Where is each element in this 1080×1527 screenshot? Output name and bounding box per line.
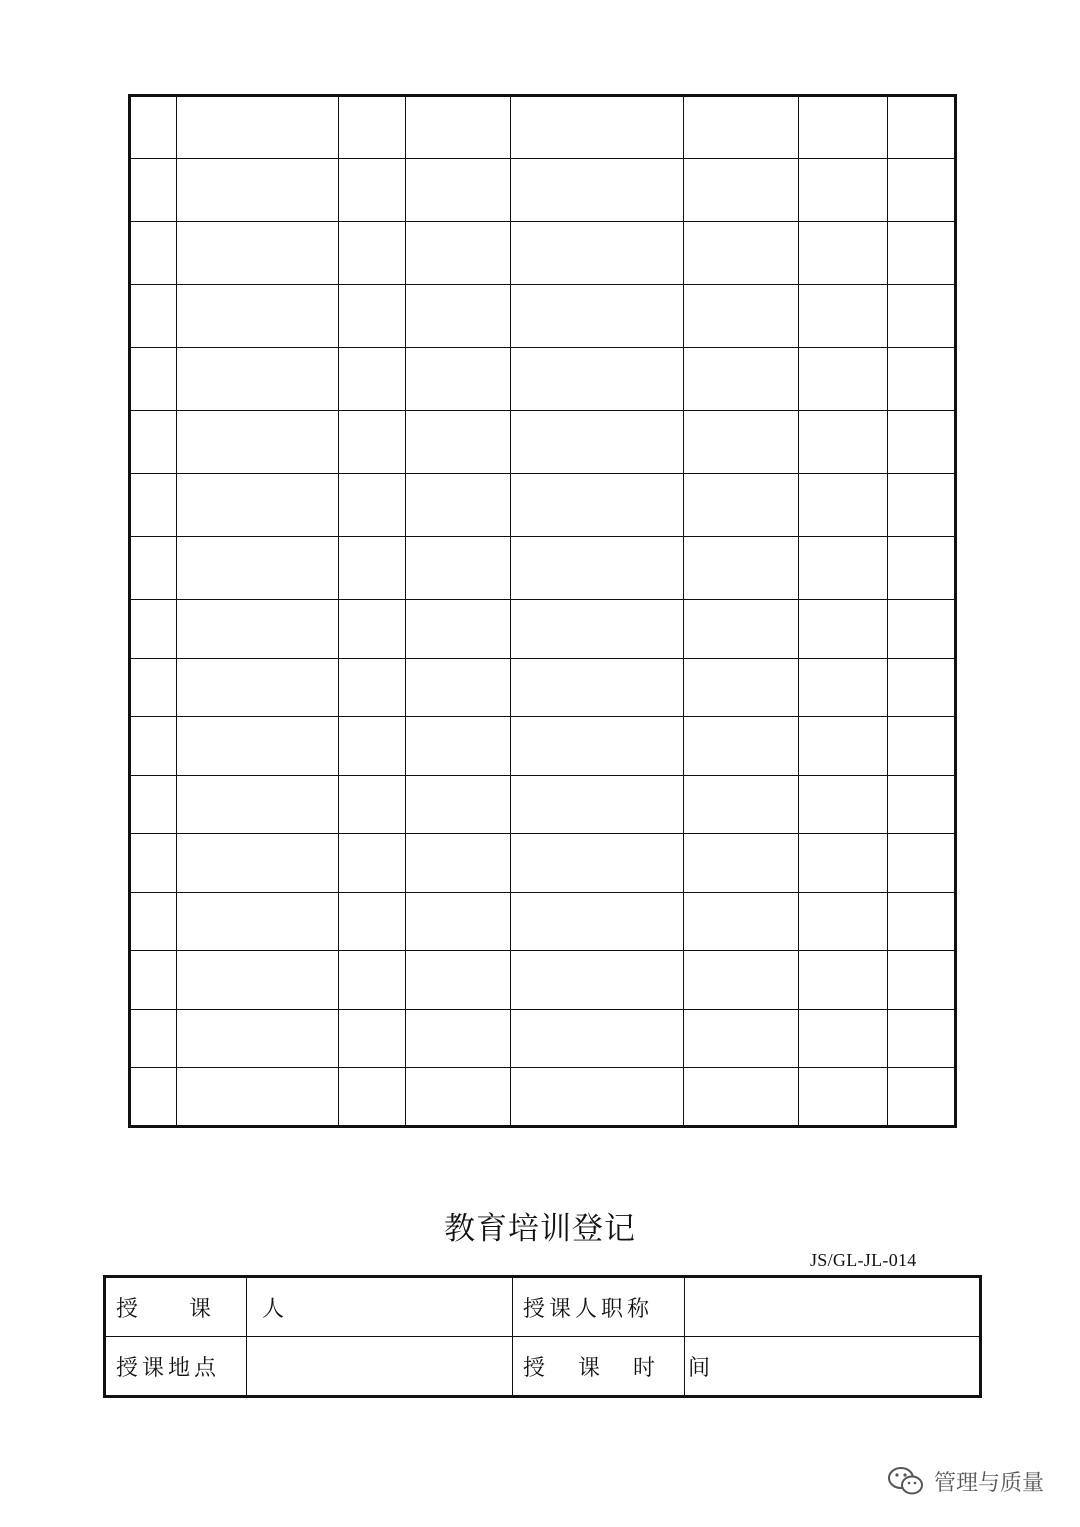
- grid-cell[interactable]: [684, 1009, 799, 1068]
- grid-cell[interactable]: [799, 537, 888, 600]
- grid-cell[interactable]: [511, 1009, 684, 1068]
- grid-cell[interactable]: [799, 951, 888, 1010]
- grid-cell[interactable]: [511, 892, 684, 951]
- grid-cell[interactable]: [406, 1068, 511, 1127]
- grid-cell[interactable]: [130, 537, 177, 600]
- grid-cell[interactable]: [684, 951, 799, 1010]
- grid-row: [130, 775, 956, 834]
- grid-row: [130, 951, 956, 1010]
- grid-row: [130, 411, 956, 474]
- grid-cell[interactable]: [130, 474, 177, 537]
- grid-cell[interactable]: [511, 159, 684, 222]
- instructor-label: 授 课 人: [105, 1277, 247, 1337]
- grid-cell[interactable]: [177, 159, 339, 222]
- grid-cell[interactable]: [684, 285, 799, 348]
- grid-row: [130, 96, 956, 159]
- grid-cell[interactable]: [684, 537, 799, 600]
- grid-cell[interactable]: [888, 285, 956, 348]
- document-code: JS/GL-JL-014: [810, 1250, 917, 1270]
- grid-cell[interactable]: [888, 775, 956, 834]
- grid-cell[interactable]: [130, 348, 177, 411]
- watermark: [886, 1465, 1044, 1497]
- grid-cell[interactable]: [177, 1009, 339, 1068]
- grid-cell[interactable]: [130, 1068, 177, 1127]
- grid-cell[interactable]: [511, 951, 684, 1010]
- form-row-instructor: [105, 1277, 981, 1337]
- grid-cell[interactable]: [406, 658, 511, 717]
- grid-row: [130, 1009, 956, 1068]
- grid-row: [130, 348, 956, 411]
- grid-cell[interactable]: [684, 348, 799, 411]
- grid-cell[interactable]: [799, 1068, 888, 1127]
- grid-cell[interactable]: [339, 600, 406, 659]
- training-info-form: [103, 1275, 982, 1398]
- grid-cell[interactable]: [406, 411, 511, 474]
- grid-cell[interactable]: [406, 717, 511, 776]
- grid-cell[interactable]: [684, 159, 799, 222]
- grid-cell[interactable]: [130, 159, 177, 222]
- grid-cell[interactable]: [406, 600, 511, 659]
- grid-cell[interactable]: [888, 159, 956, 222]
- time-label: 授 课 时 间: [513, 1337, 685, 1397]
- location-field[interactable]: [247, 1337, 513, 1397]
- grid-cell[interactable]: [799, 775, 888, 834]
- blank-register-grid: [128, 94, 957, 1128]
- grid-row: [130, 474, 956, 537]
- grid-cell[interactable]: [177, 658, 339, 717]
- grid-cell[interactable]: [888, 892, 956, 951]
- grid-cell[interactable]: [177, 96, 339, 159]
- grid-cell[interactable]: [799, 1009, 888, 1068]
- grid-cell[interactable]: [888, 348, 956, 411]
- grid-cell[interactable]: [888, 96, 956, 159]
- grid-cell[interactable]: [406, 537, 511, 600]
- time-field[interactable]: [685, 1337, 981, 1397]
- grid-cell[interactable]: [799, 222, 888, 285]
- grid-cell[interactable]: [339, 474, 406, 537]
- grid-cell[interactable]: [339, 775, 406, 834]
- grid-cell[interactable]: [799, 600, 888, 659]
- instructor-title-field[interactable]: [685, 1277, 981, 1337]
- grid-cell[interactable]: [511, 834, 684, 893]
- document-title: 教育培训登记: [444, 1211, 636, 1247]
- grid-row: [130, 717, 956, 776]
- grid-cell[interactable]: [177, 474, 339, 537]
- grid-cell[interactable]: [511, 1068, 684, 1127]
- grid-cell[interactable]: [406, 159, 511, 222]
- grid-cell[interactable]: [799, 285, 888, 348]
- grid-cell[interactable]: [339, 285, 406, 348]
- grid-cell[interactable]: [888, 537, 956, 600]
- grid-cell[interactable]: [799, 834, 888, 893]
- grid-cell[interactable]: [406, 892, 511, 951]
- grid-cell[interactable]: [339, 96, 406, 159]
- grid-cell[interactable]: [511, 222, 684, 285]
- grid-cell[interactable]: [177, 348, 339, 411]
- grid-cell[interactable]: [339, 1009, 406, 1068]
- grid-cell[interactable]: [684, 222, 799, 285]
- form-row-location: [105, 1337, 981, 1397]
- grid-cell[interactable]: [684, 600, 799, 659]
- grid-cell[interactable]: [406, 348, 511, 411]
- grid-cell[interactable]: [799, 348, 888, 411]
- grid-cell[interactable]: [684, 717, 799, 776]
- grid-cell[interactable]: [799, 159, 888, 222]
- grid-cell[interactable]: [888, 1068, 956, 1127]
- grid-cell[interactable]: [177, 411, 339, 474]
- grid-cell[interactable]: [406, 775, 511, 834]
- grid-cell[interactable]: [177, 600, 339, 659]
- grid-cell[interactable]: [130, 775, 177, 834]
- grid-cell[interactable]: [888, 1009, 956, 1068]
- grid-cell[interactable]: [511, 96, 684, 159]
- grid-cell[interactable]: [130, 411, 177, 474]
- grid-row: [130, 537, 956, 600]
- grid-cell[interactable]: [511, 600, 684, 659]
- grid-cell[interactable]: [888, 834, 956, 893]
- grid-cell[interactable]: [339, 159, 406, 222]
- grid-cell[interactable]: [130, 834, 177, 893]
- grid-cell[interactable]: [888, 658, 956, 717]
- grid-row: [130, 285, 956, 348]
- grid-cell[interactable]: [130, 96, 177, 159]
- grid-row: [130, 222, 956, 285]
- grid-cell[interactable]: [339, 834, 406, 893]
- grid-cell[interactable]: [511, 474, 684, 537]
- grid-cell[interactable]: [511, 717, 684, 776]
- grid-cell[interactable]: [406, 285, 511, 348]
- grid-cell[interactable]: [406, 474, 511, 537]
- grid-cell[interactable]: [406, 1009, 511, 1068]
- grid-cell[interactable]: [799, 96, 888, 159]
- grid-cell[interactable]: [177, 834, 339, 893]
- grid-row: [130, 159, 956, 222]
- grid-cell[interactable]: [684, 474, 799, 537]
- grid-cell[interactable]: [339, 222, 406, 285]
- grid-cell[interactable]: [888, 411, 956, 474]
- grid-cell[interactable]: [406, 222, 511, 285]
- grid-cell[interactable]: [511, 285, 684, 348]
- grid-cell[interactable]: [130, 892, 177, 951]
- grid-cell[interactable]: [511, 411, 684, 474]
- grid-cell[interactable]: [684, 96, 799, 159]
- grid-cell[interactable]: [130, 951, 177, 1010]
- watermark-text: 管理与质量: [933, 1470, 1044, 1496]
- wechat-icon: [886, 1465, 926, 1497]
- grid-cell[interactable]: [177, 951, 339, 1010]
- grid-cell[interactable]: [177, 892, 339, 951]
- grid-cell[interactable]: [130, 1009, 177, 1068]
- location-label: 授课地点: [105, 1337, 247, 1397]
- grid-cell[interactable]: [888, 600, 956, 659]
- grid-cell[interactable]: [339, 717, 406, 776]
- grid-cell[interactable]: [888, 717, 956, 776]
- grid-cell[interactable]: [511, 348, 684, 411]
- instructor-title-label: 授课人职称: [513, 1277, 685, 1337]
- grid-cell[interactable]: [339, 951, 406, 1010]
- grid-cell[interactable]: [339, 892, 406, 951]
- grid-cell[interactable]: [130, 717, 177, 776]
- grid-cell[interactable]: [130, 285, 177, 348]
- grid-cell[interactable]: [888, 474, 956, 537]
- grid-cell[interactable]: [406, 951, 511, 1010]
- grid-cell[interactable]: [130, 658, 177, 717]
- grid-row: [130, 1068, 956, 1127]
- grid-cell[interactable]: [684, 834, 799, 893]
- grid-cell[interactable]: [684, 892, 799, 951]
- grid-cell[interactable]: [511, 775, 684, 834]
- grid-cell[interactable]: [799, 717, 888, 776]
- grid-cell[interactable]: [339, 348, 406, 411]
- grid-cell[interactable]: [177, 775, 339, 834]
- grid-cell[interactable]: [177, 285, 339, 348]
- grid-cell[interactable]: [339, 1068, 406, 1127]
- grid-cell[interactable]: [511, 658, 684, 717]
- grid-cell[interactable]: [406, 834, 511, 893]
- grid-cell[interactable]: [684, 658, 799, 717]
- grid-body: [130, 96, 956, 1127]
- grid-cell[interactable]: [511, 537, 684, 600]
- grid-cell[interactable]: [177, 717, 339, 776]
- grid-cell[interactable]: [799, 411, 888, 474]
- grid-cell[interactable]: [177, 537, 339, 600]
- grid-row: [130, 658, 956, 717]
- grid-cell[interactable]: [684, 411, 799, 474]
- grid-cell[interactable]: [177, 222, 339, 285]
- grid-cell[interactable]: [888, 951, 956, 1010]
- grid-row: [130, 892, 956, 951]
- grid-cell[interactable]: [130, 222, 177, 285]
- grid-cell[interactable]: [177, 1068, 339, 1127]
- grid-cell[interactable]: [339, 658, 406, 717]
- grid-row: [130, 834, 956, 893]
- grid-cell[interactable]: [339, 537, 406, 600]
- grid-cell[interactable]: [406, 96, 511, 159]
- grid-cell[interactable]: [799, 658, 888, 717]
- grid-cell[interactable]: [799, 892, 888, 951]
- grid-cell[interactable]: [684, 775, 799, 834]
- grid-cell[interactable]: [339, 411, 406, 474]
- grid-cell[interactable]: [130, 600, 177, 659]
- grid-cell[interactable]: [799, 474, 888, 537]
- grid-row: [130, 600, 956, 659]
- grid-cell[interactable]: [684, 1068, 799, 1127]
- grid-cell[interactable]: [888, 222, 956, 285]
